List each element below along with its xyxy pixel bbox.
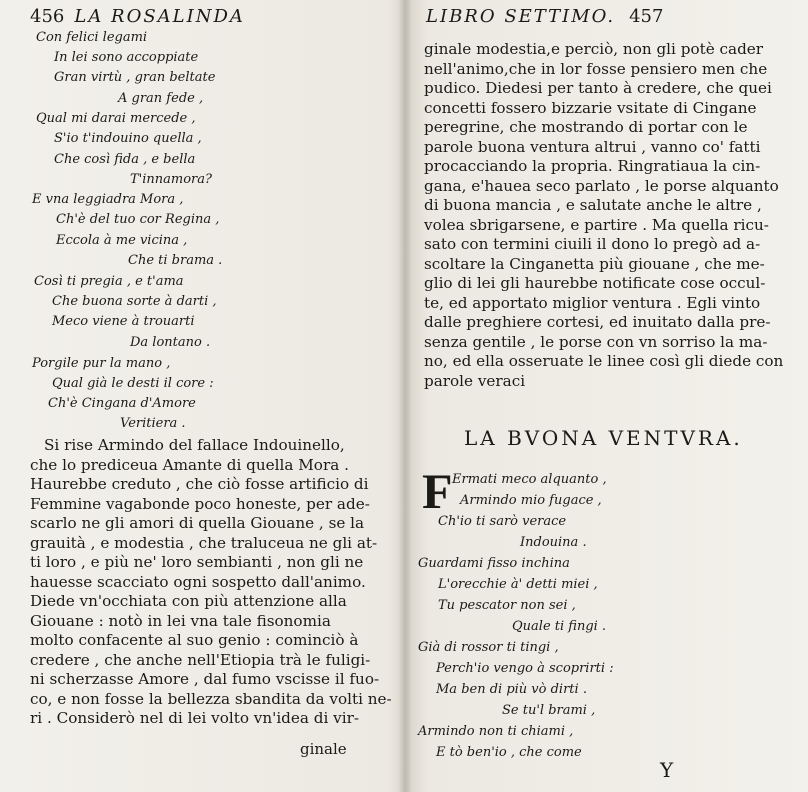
verse-line: Armindo mio fugace , — [460, 493, 602, 508]
prose-line: procacciando la propria. Ringratiaua la cin- — [424, 157, 761, 175]
prose-line: concetti fossero bizzarie vsitate di Cingane — [424, 98, 757, 117]
verse-line: Perch'io vengo à scoprirti : — [436, 661, 614, 676]
verse-line: L'orecchie à' detti miei , — [438, 577, 598, 592]
verse-line: Porgile pur la mano , — [32, 356, 171, 371]
verse-line: Se tu'l brami , — [502, 703, 596, 718]
prose-line: te, ed apportato miglior ventura . Egli vinto — [424, 293, 761, 312]
prose-line: volea sbrigarsene, e partire . Ma quella ricu- — [424, 215, 769, 234]
prose-line: gana, e'hauea seco parlato , le porse alquanto — [424, 176, 779, 195]
left-prose-block — [30, 436, 396, 729]
verse-line: E tò ben'io , che come — [436, 745, 582, 760]
verse-line: Meco viene à trouarti — [52, 314, 195, 329]
prose-line: scoltare la Cinganetta più giouane , che me- — [424, 254, 765, 273]
prose-line: ginale modestia,e perciò, non gli potè cader — [424, 40, 764, 58]
verse-line: T'innamora? — [130, 172, 212, 187]
prose-line: Haurebbe creduto , che ciò fosse artificio di — [30, 475, 369, 493]
verse-line: Ch'io ti sarò verace — [438, 514, 567, 529]
prose-line: credere , che anche nell'Etiopia trà le fuligi- — [30, 650, 371, 669]
prose-line: glio di lei gli haurebbe notificate cose occul- — [424, 274, 766, 292]
verse-line: Indouina . — [520, 535, 587, 550]
prose-line: ti loro , e più ne' loro sembianti , non gli ne — [30, 553, 364, 571]
verse-line: Che così fida , e bella — [54, 152, 196, 167]
prose-line: ni scherzasse Amore , dal fumo vscisse il fuo- — [30, 670, 380, 688]
prose-line: ri . Considerò nel di lei volto vn'idea di vir- — [30, 709, 360, 727]
verse-line: Così ti pregia , e t'ama — [34, 274, 184, 289]
verse-line: Qual già le desti il core : — [52, 376, 214, 391]
prose-line: nell'animo,che in lor fosse pensiero men che — [424, 59, 768, 78]
verse-line: Armindo non ti chiami , — [418, 724, 574, 739]
prose-line: scarlo ne gli amori di quella Giouane , se la — [30, 514, 365, 532]
verse-line: Eccola à me vicina , — [56, 233, 188, 248]
prose-line: hauesse scacciato ogni sospetto dall'animo. — [30, 572, 366, 591]
verse-line: Ch'è del tuo cor Regina , — [56, 212, 220, 227]
prose-line: parole buona ventura altrui , vanno co' fatti — [424, 137, 761, 156]
verse-line: Guardami fisso inchina — [418, 556, 570, 571]
verse-line: E vna leggiadra Mora , — [32, 192, 184, 207]
verse-line: Che ti brama . — [128, 253, 223, 268]
verse-line: Che buona sorte à darti , — [52, 294, 217, 309]
verse-line: Da lontano . — [130, 335, 211, 350]
verse-line: S'io t'indouino quella , — [54, 131, 202, 146]
prose-line: Femmine vagabonde poco honeste, per ade- — [30, 494, 370, 513]
prose-line: Giouane : notò in lei vna tale fisonomia — [30, 611, 331, 630]
signature-mark: Y — [660, 758, 674, 782]
prose-line: molto confacente al suo genio : cominciò à — [30, 631, 359, 649]
catchword: ginale — [300, 740, 347, 758]
prose-line: senza gentile , le porse con vn sorriso la ma- — [424, 332, 768, 351]
prose-line: Diede vn'occhiata con più attenzione alla — [30, 592, 347, 610]
prose-line: parole veraci — [424, 371, 526, 390]
verse-line: Veritiera . — [120, 416, 186, 431]
left-page — [0, 0, 402, 792]
right-verse-block — [410, 0, 808, 792]
verse-line: Ermati meco alquanto , — [452, 472, 607, 487]
prose-line: che lo prediceua Amante di quella Mora . — [30, 455, 349, 474]
prose-line: sato con termini ciuili il dono lo pregò ad a- — [424, 235, 761, 253]
verse-line: Con felici legami — [36, 30, 148, 45]
verse-line: Ma ben di più vò dirti . — [436, 682, 587, 697]
prose-line: peregrine, che mostrando di portar con le — [424, 118, 748, 136]
prose-line: grauità , e modestia , che traluceua ne gli at- — [30, 533, 378, 552]
prose-line: no, ed ella osseruate le linee così gli diede con — [424, 352, 784, 370]
prose-line: dalle preghiere cortesi, ed inuitato dalla pre- — [424, 313, 771, 331]
verse-line: Gran virtù , gran beltate — [54, 70, 216, 85]
verse-line: In lei sono accoppiate — [54, 50, 199, 65]
prose-line: di buona mancia , e salutate anche le altre , — [424, 196, 762, 214]
right-running-title: LIBRO SETTIMO. — [426, 6, 616, 27]
prose-line: co, e non fosse la bellezza sbandita da volti ne- — [30, 689, 392, 708]
left-verse-block — [0, 0, 402, 440]
verse-line: Tu pescator non sei , — [438, 598, 576, 613]
verse-line: Già di rossor ti tingi , — [418, 640, 559, 655]
verse-line: A gran fede , — [118, 91, 204, 106]
drop-cap: F — [422, 463, 453, 519]
section-title: LA BVONA VENTVRA. — [464, 426, 743, 450]
prose-line: pudico. Diedesi per tanto à credere, che quei — [424, 79, 772, 97]
verse-line: Ch'è Cingana d'Amore — [48, 396, 196, 411]
right-page-number: 457 — [629, 6, 664, 27]
left-running-title: LA ROSALINDA — [74, 6, 245, 27]
right-page — [410, 0, 808, 792]
verse-line: Qual mi darai mercede , — [36, 111, 196, 126]
verse-line: Quale ti fingi . — [512, 619, 607, 634]
left-page-number: 456 — [30, 6, 65, 27]
prose-line: Si rise Armindo del fallace Indouinello, — [44, 436, 345, 454]
